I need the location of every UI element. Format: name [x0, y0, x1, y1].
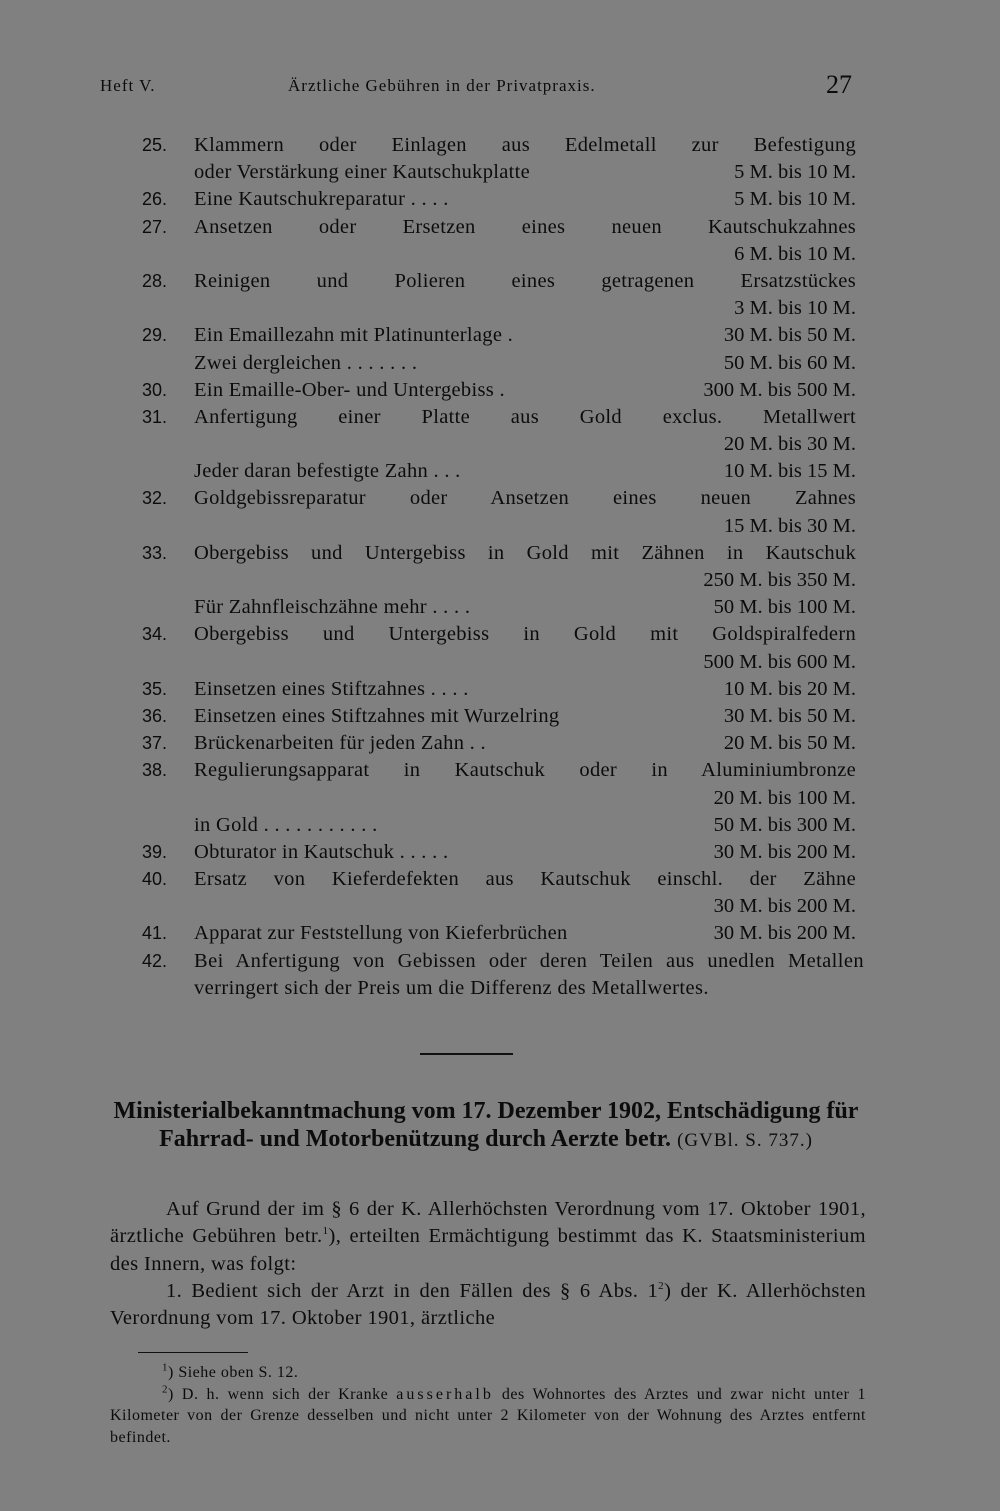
fee-entry [142, 866, 864, 920]
entry-line [194, 785, 864, 812]
fee-entry [142, 322, 864, 376]
page-number: 27 [826, 70, 852, 99]
entry-line [194, 268, 864, 295]
entry-description: Goldgebissreparatur oder Ansetzen eines neuen Zahnes [194, 487, 856, 510]
entry-line [194, 350, 864, 377]
entry-line [194, 893, 864, 920]
fee-entry [142, 485, 864, 539]
fee-entry [142, 214, 864, 268]
entry-number: 31. [142, 406, 168, 427]
entry-line [194, 540, 864, 567]
entry-price: 20 M. bis 30 M. [723, 433, 856, 456]
entry-line [194, 404, 864, 431]
entry-number: 34. [142, 624, 168, 645]
entry-number: 37. [142, 733, 168, 754]
fee-entry [142, 186, 864, 213]
entry-number: 35. [142, 678, 168, 699]
entry-number: 32. [142, 488, 168, 509]
footnote-ref: 1 [322, 1225, 329, 1238]
footnote-1 [110, 1362, 866, 1384]
entry-line [194, 485, 864, 512]
fee-entry [142, 730, 864, 757]
body-text-run: Auf Grund der im § 6 der K. Allerhöchsten Verordnung vom 17. Oktober 1901, ärztliche Gebühren betr. [110, 1198, 866, 1248]
entry-price: 6 M. bis 10 M. [734, 242, 856, 265]
entry-price: 30 M. bis 50 M. [723, 704, 856, 727]
entry-description: Obturator in Kautschuk . . . . . [194, 840, 449, 863]
entry-price: 50 M. bis 100 M. [713, 596, 856, 619]
entry-price: 20 M. bis 50 M. [723, 732, 856, 755]
entry-line [194, 676, 864, 703]
entry-description: Für Zahnfleischzähne mehr . . . . [194, 596, 471, 619]
entry-description: Einsetzen eines Stiftzahnes . . . . [194, 677, 469, 700]
body-text-run: ), erteilten Ermächtigung bestimmt das K. Staatsministerium des Innern, was folgt: [110, 1225, 866, 1275]
fee-entry [142, 132, 864, 186]
fee-entry [142, 404, 864, 486]
entry-line [194, 839, 864, 866]
entry-line [194, 594, 864, 621]
footnote-mark: 1 [162, 1361, 168, 1374]
entry-line [194, 295, 864, 322]
entry-description: Klammern oder Einlagen aus Edelmetall zur Befestigung [194, 134, 856, 156]
body-text-run: 1. Bedient sich der Arzt in den Fällen des § 6 Abs. 1 [166, 1279, 659, 1302]
fee-entry [142, 757, 864, 839]
entry-line [194, 703, 864, 730]
entry-number: 25. [142, 135, 168, 155]
footnote-ref: 2 [658, 1280, 665, 1293]
entry-number: 29. [142, 325, 168, 346]
entry-price: 10 M. bis 20 M. [723, 677, 856, 700]
body-paragraph [110, 1278, 866, 1333]
entry-number: 33. [142, 542, 168, 563]
entry-description: Einsetzen eines Stiftzahnes mit Wurzelring [194, 704, 560, 727]
footnote-text: ) D. h. wenn sich der Kranke [168, 1385, 397, 1403]
footnote-text: des Wohnortes des Arztes und zwar nicht unter 1 Kilometer von der Grenze desselben und nicht unter 2 Kilometer von der Wohnung des Arztes entfernt befindet. [110, 1385, 867, 1446]
entry-line [194, 567, 864, 594]
entry-price: 3 M. bis 10 M. [734, 297, 856, 320]
entry-line [194, 812, 864, 839]
entry-number: 39. [142, 841, 168, 862]
entry-description: Ersatz von Kieferdefekten aus Kautschuk einschl. der Zähne [194, 868, 856, 891]
entry-line [194, 186, 864, 213]
entry-price: 300 M. bis 500 M. [703, 378, 856, 401]
ministerial-title: Ministerialbekanntmachung vom 17. Dezember 1902, Entschädigung für Fahrrad- und Motorbenützung durch Aerzte betr. [113, 1098, 859, 1152]
entry-line [194, 132, 864, 159]
entry-line [194, 214, 864, 241]
fee-entry [142, 948, 864, 1002]
entry-line [194, 377, 864, 404]
entry-number: 38. [142, 760, 168, 781]
fee-entry [142, 377, 864, 404]
entry-price: 30 M. bis 50 M. [723, 324, 856, 347]
footnote-emphasis: ausserhalb [396, 1385, 494, 1403]
entry-line [194, 241, 864, 268]
entry-description: Ansetzen oder Ersetzen eines neuen Kautschukzahnes [194, 215, 856, 238]
body-text-run: ) der K. Allerhöchsten Verordnung vom 17. Oktober 1901, ärztliche [110, 1279, 867, 1330]
entry-line [194, 458, 864, 485]
entry-price: 5 M. bis 10 M. [734, 188, 856, 211]
entry-line [194, 621, 864, 648]
entry-price: 50 M. bis 300 M. [713, 813, 856, 836]
entry-price: 10 M. bis 15 M. [723, 460, 856, 483]
entry-price: 30 M. bis 200 M. [713, 840, 856, 863]
header-title: Ärztliche Gebühren in der Privatpraxis. [288, 76, 596, 95]
footnote-2 [110, 1384, 866, 1449]
entry-description: Ein Emaille-Ober- und Untergebiss . [194, 378, 505, 401]
entry-price: 30 M. bis 200 M. [713, 922, 856, 945]
entry-number: 42. [142, 950, 168, 971]
fee-entry [142, 540, 864, 622]
entry-price: 5 M. bis 10 M. [734, 161, 856, 184]
header-issue: Heft V. [100, 76, 156, 95]
entry-description: Ein Emaillezahn mit Platinunterlage . [194, 324, 514, 347]
fee-entry [142, 676, 864, 703]
entry-number: 41. [142, 923, 168, 944]
entry-price: 30 M. bis 200 M. [713, 895, 856, 918]
entry-line [194, 431, 864, 458]
entry-number: 30. [142, 379, 168, 400]
fee-entry [142, 920, 864, 947]
footnote-text: ) Siehe oben S. 12. [168, 1364, 299, 1381]
entry-description: Brückenarbeiten für jeden Zahn . . [194, 732, 486, 755]
entry-price: 20 M. bis 100 M. [713, 786, 856, 809]
entry-price: 15 M. bis 30 M. [723, 514, 856, 537]
footnote-rule [138, 1352, 248, 1353]
fee-list [142, 132, 864, 1002]
entry-description: Zwei dergleichen . . . . . . . [194, 351, 418, 374]
entry-number: 40. [142, 869, 168, 890]
footnote-mark: 2 [162, 1383, 168, 1396]
entry-description: in Gold . . . . . . . . . . . [194, 813, 378, 836]
entry-line [194, 730, 864, 757]
entry-line [194, 757, 864, 784]
entry-description: oder Verstärkung einer Kautschukplatte [194, 161, 531, 184]
entry-line [194, 322, 864, 349]
fee-entry [142, 703, 864, 730]
fee-entry [142, 621, 864, 675]
entry-price: 50 M. bis 60 M. [723, 351, 856, 374]
entry-description: Obergebiss und Untergebiss in Gold mit Zähnen in Kautschuk [194, 541, 856, 564]
entry-line [194, 159, 864, 186]
running-header [100, 70, 852, 104]
entry-line [194, 649, 864, 676]
footnotes [110, 1362, 866, 1448]
entry-text: Bei Anfertigung von Gebissen oder deren Teilen aus unedlen Metallen verringert sich der Preis um die Differenz des Metallwertes. [194, 949, 864, 999]
entry-line [194, 513, 864, 540]
entry-description: Anfertigung einer Platte aus Gold exclus. Metallwert [194, 405, 856, 428]
entry-description: Apparat zur Feststellung von Kieferbrüchen [194, 922, 568, 945]
entry-description: Eine Kautschukreparatur . . . . [194, 188, 449, 211]
section-divider [420, 1053, 513, 1055]
ministerial-source: (GVBl. S. 737.) [677, 1130, 813, 1151]
entry-number: 26. [142, 189, 168, 210]
fee-entry [142, 839, 864, 866]
entry-line [194, 866, 864, 893]
entry-description: Obergebiss und Untergebiss in Gold mit Goldspiralfedern [194, 623, 856, 646]
fee-entry [142, 268, 864, 322]
entry-line [194, 920, 864, 947]
entry-number: 27. [142, 216, 168, 237]
entry-description: Jeder daran befestigte Zahn . . . [194, 460, 461, 483]
entry-number: 28. [142, 270, 168, 291]
ministerial-heading [106, 1097, 866, 1155]
entry-price: 250 M. bis 350 M. [703, 569, 856, 591]
entry-price: 500 M. bis 600 M. [703, 650, 856, 673]
body-text [110, 1196, 866, 1332]
entry-number: 36. [142, 705, 168, 726]
entry-description: Reinigen und Polieren eines getragenen Ersatzstückes [194, 269, 856, 292]
body-paragraph [110, 1196, 866, 1278]
entry-description: Regulierungsapparat in Kautschuk oder in Aluminiumbronze [194, 759, 856, 782]
